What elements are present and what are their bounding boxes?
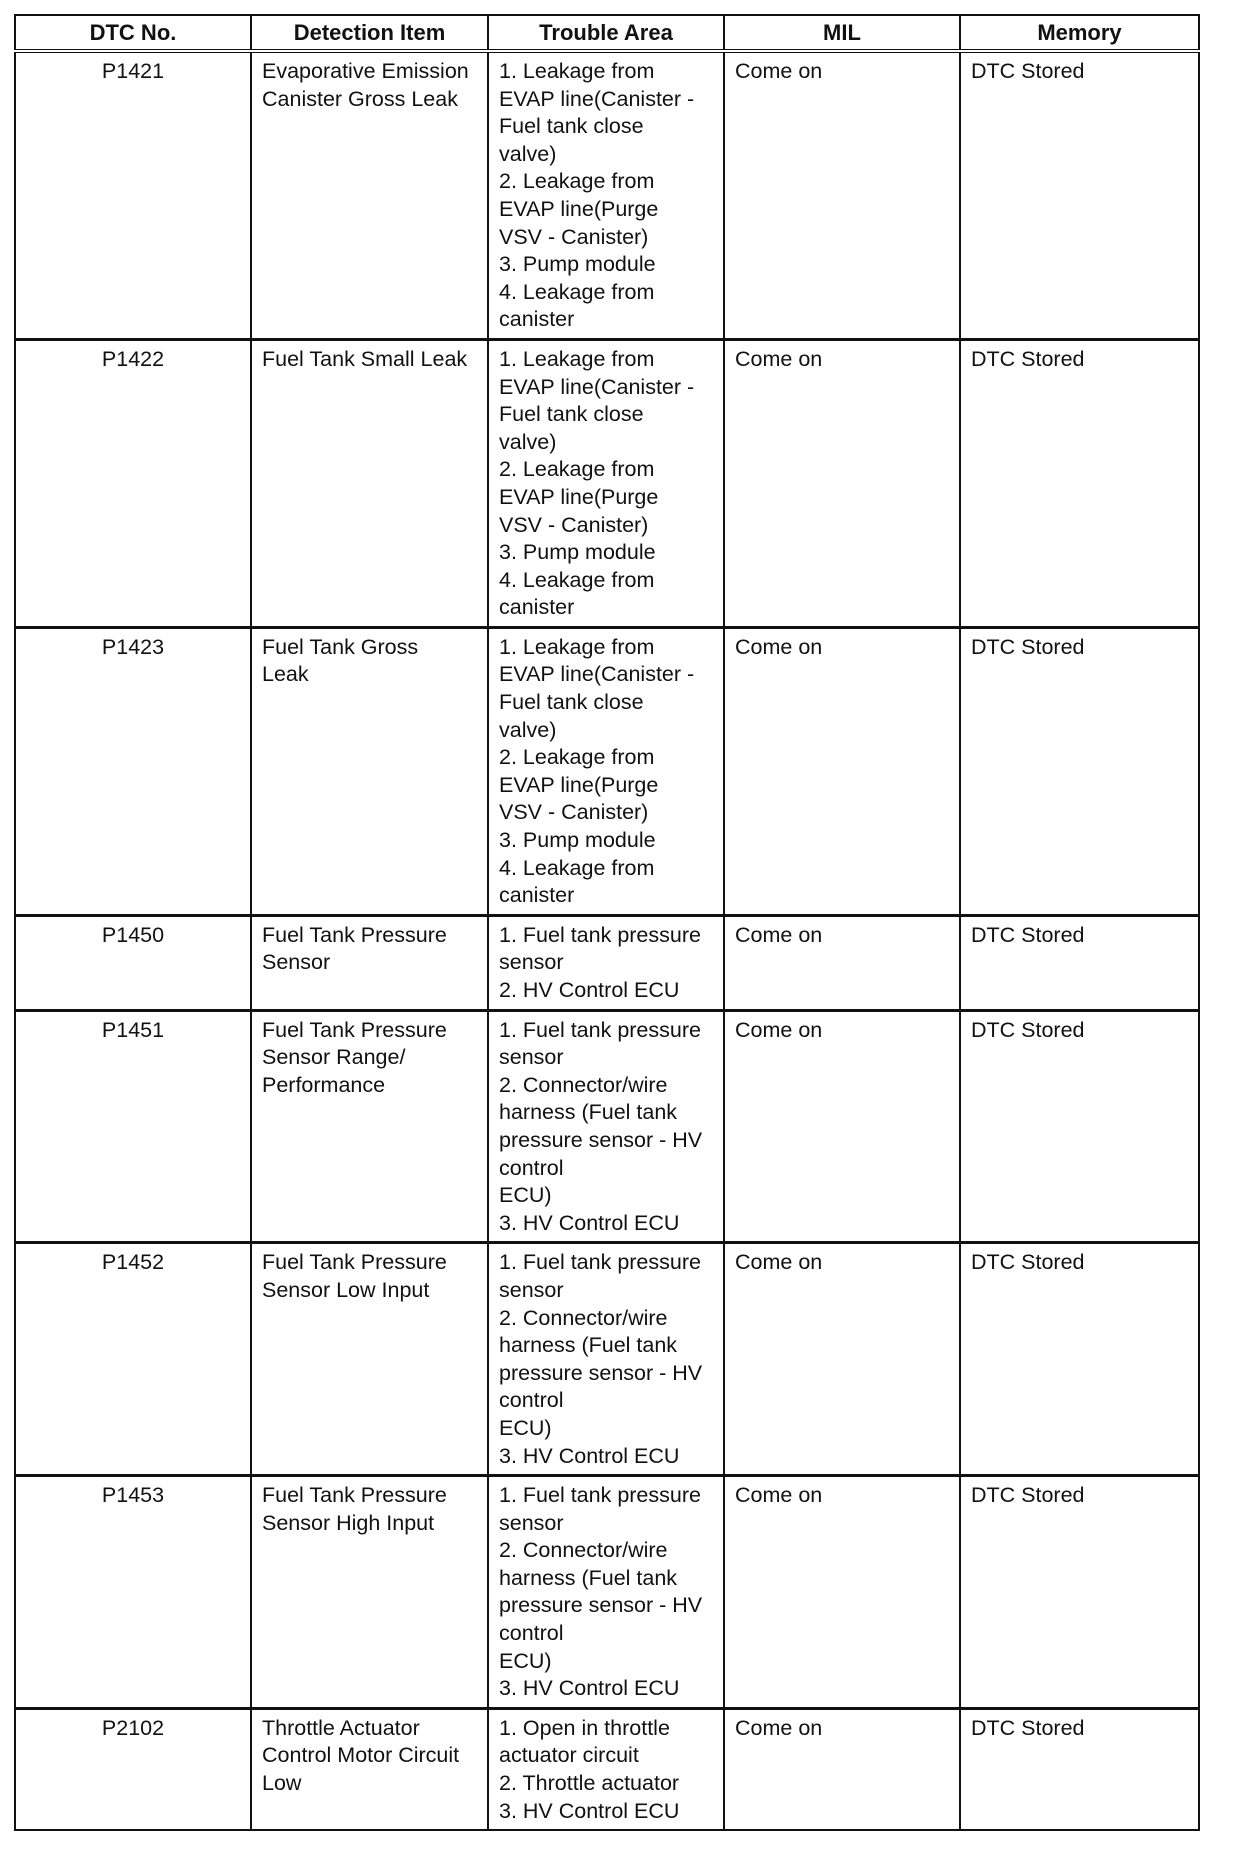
table-row xyxy=(15,1708,1199,1830)
trouble-area-cell: 1. Fuel tank pressure sensor 2. Connector/wire harness (Fuel tank pressure sensor - HV control ECU) 3. HV Control ECU xyxy=(488,1476,724,1709)
trouble-area-cell: 1. Open in throttle actuator circuit 2. Throttle actuator 3. HV Control ECU xyxy=(488,1708,724,1830)
memory-cell: DTC Stored xyxy=(960,1243,1199,1476)
mil-cell: Come on xyxy=(724,339,960,627)
memory-cell: DTC Stored xyxy=(960,915,1199,1010)
mil-cell: Come on xyxy=(724,1243,960,1476)
trouble-area-cell: 1. Leakage from EVAP line(Canister - Fuel tank close valve) 2. Leakage from EVAP line(Purge VSV - Canister) 3. Pump module 4. Leakage from canister xyxy=(488,51,724,339)
memory-cell: DTC Stored xyxy=(960,339,1199,627)
mil-cell: Come on xyxy=(724,627,960,915)
table-body xyxy=(15,51,1199,1830)
mil-cell: Come on xyxy=(724,1476,960,1709)
header-dtc-no: DTC No. xyxy=(15,15,251,51)
detection-item-cell: Evaporative Emission Canister Gross Leak xyxy=(251,51,488,339)
dtc-code-cell: P1451 xyxy=(15,1010,251,1243)
trouble-area-cell: 1. Fuel tank pressure sensor 2. Connector/wire harness (Fuel tank pressure sensor - HV control ECU) 3. HV Control ECU xyxy=(488,1010,724,1243)
table-row xyxy=(15,627,1199,915)
mil-cell: Come on xyxy=(724,51,960,339)
header-detection-item: Detection Item xyxy=(251,15,488,51)
memory-cell: DTC Stored xyxy=(960,1476,1199,1709)
detection-item-cell: Fuel Tank Small Leak xyxy=(251,339,488,627)
table-header xyxy=(15,15,1199,51)
table-row xyxy=(15,1243,1199,1476)
table-row xyxy=(15,51,1199,339)
table-row xyxy=(15,339,1199,627)
detection-item-cell: Fuel Tank Pressure Sensor xyxy=(251,915,488,1010)
trouble-area-cell: 1. Leakage from EVAP line(Canister - Fuel tank close valve) 2. Leakage from EVAP line(Purge VSV - Canister) 3. Pump module 4. Leakage from canister xyxy=(488,339,724,627)
dtc-code-cell: P1452 xyxy=(15,1243,251,1476)
dtc-code-cell: P1450 xyxy=(15,915,251,1010)
mil-cell: Come on xyxy=(724,915,960,1010)
detection-item-cell: Fuel Tank Pressure Sensor Range/ Performance xyxy=(251,1010,488,1243)
header-trouble-area: Trouble Area xyxy=(488,15,724,51)
mil-cell: Come on xyxy=(724,1010,960,1243)
detection-item-cell: Fuel Tank Pressure Sensor High Input xyxy=(251,1476,488,1709)
memory-cell: DTC Stored xyxy=(960,627,1199,915)
table-row xyxy=(15,915,1199,1010)
detection-item-cell: Throttle Actuator Control Motor Circuit Low xyxy=(251,1708,488,1830)
dtc-code-cell: P1423 xyxy=(15,627,251,915)
dtc-code-cell: P1422 xyxy=(15,339,251,627)
header-mil: MIL xyxy=(724,15,960,51)
header-memory: Memory xyxy=(960,15,1199,51)
trouble-area-cell: 1. Leakage from EVAP line(Canister - Fuel tank close valve) 2. Leakage from EVAP line(Purge VSV - Canister) 3. Pump module 4. Leakage from canister xyxy=(488,627,724,915)
trouble-area-cell: 1. Fuel tank pressure sensor 2. Connector/wire harness (Fuel tank pressure sensor - HV control ECU) 3. HV Control ECU xyxy=(488,1243,724,1476)
detection-item-cell: Fuel Tank Pressure Sensor Low Input xyxy=(251,1243,488,1476)
trouble-area-cell: 1. Fuel tank pressure sensor 2. HV Control ECU xyxy=(488,915,724,1010)
dtc-code-cell: P2102 xyxy=(15,1708,251,1830)
memory-cell: DTC Stored xyxy=(960,51,1199,339)
table-row xyxy=(15,1010,1199,1243)
dtc-code-cell: P1453 xyxy=(15,1476,251,1709)
header-row xyxy=(15,15,1199,51)
dtc-table xyxy=(14,14,1200,1831)
memory-cell: DTC Stored xyxy=(960,1010,1199,1243)
memory-cell: DTC Stored xyxy=(960,1708,1199,1830)
mil-cell: Come on xyxy=(724,1708,960,1830)
detection-item-cell: Fuel Tank Gross Leak xyxy=(251,627,488,915)
table-row xyxy=(15,1476,1199,1709)
dtc-code-cell: P1421 xyxy=(15,51,251,339)
